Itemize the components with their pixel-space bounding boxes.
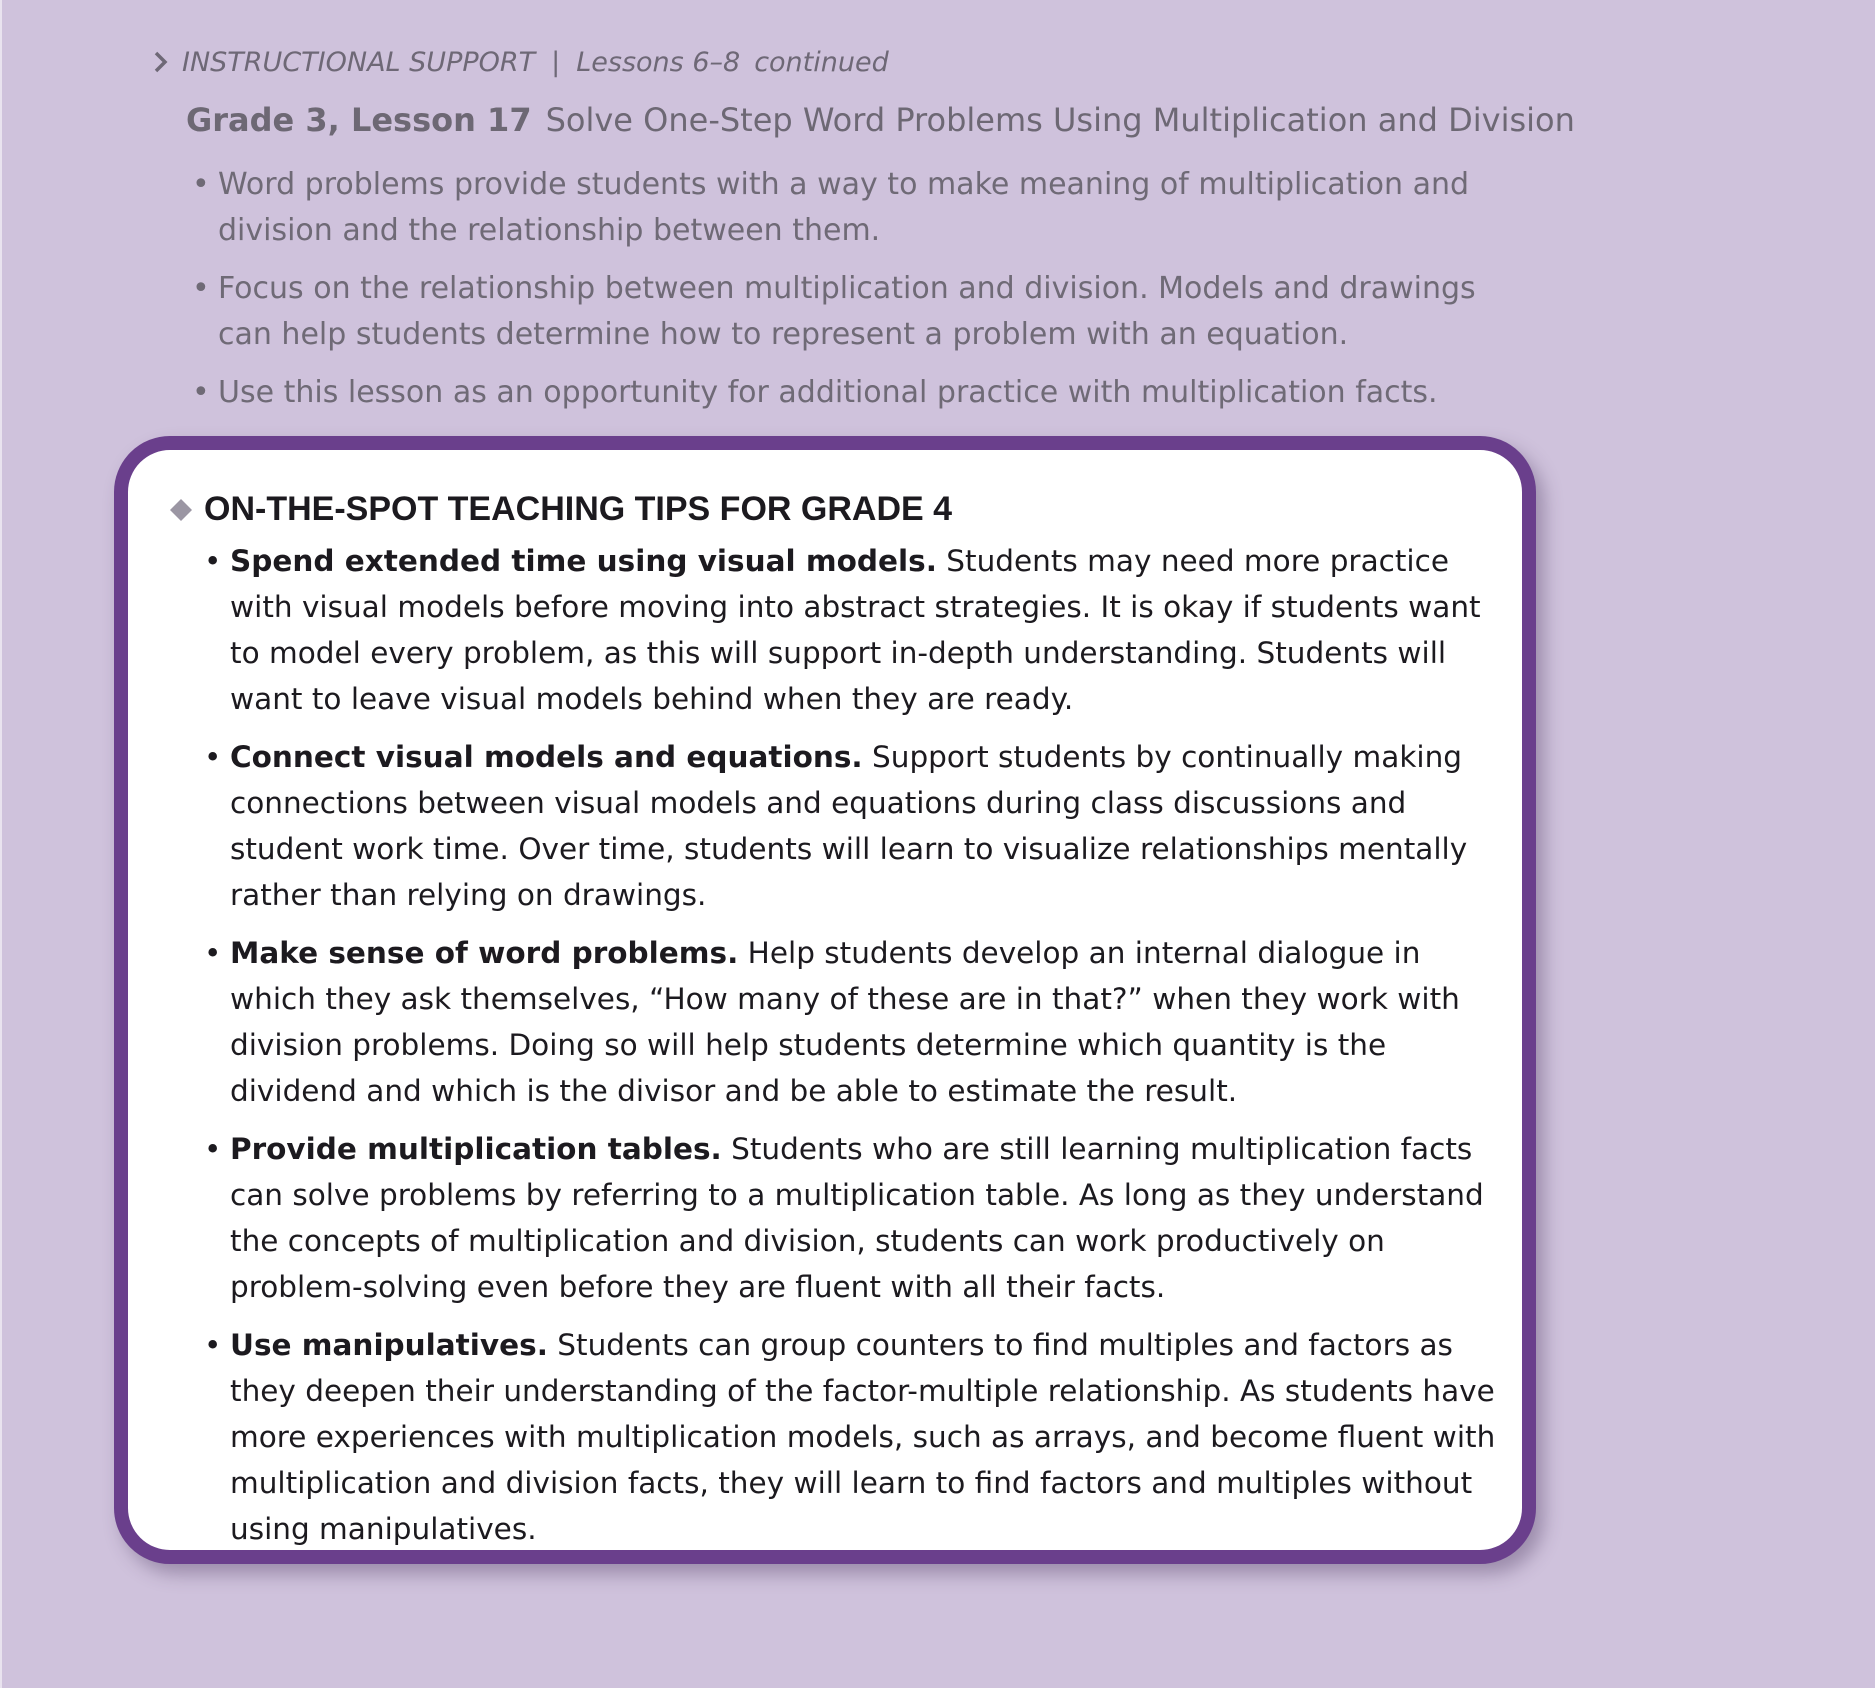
tips-heading-text: ON-THE-SPOT TEACHING TIPS FOR GRADE 4 [204, 490, 953, 528]
diamond-icon [166, 495, 196, 525]
tip-item [200, 1126, 1500, 1310]
page-edge [0, 0, 2, 1688]
tips-list [200, 538, 1500, 1564]
header-section: INSTRUCTIONAL SUPPORT [182, 46, 536, 78]
tip-lead: Connect visual models and equations. [230, 740, 863, 774]
grade3-bullet-list [186, 162, 1506, 428]
grade3-lesson-number: Grade 3, Lesson 17 [186, 101, 532, 139]
tip-lead: Spend extended time using visual models. [230, 544, 937, 578]
tip-body: Help students develop an internal dialogue in which they ask themselves, “How many of these are in that?” when they work with division problems. Doing so will help students determine which quantity is the dividend and which is the divisor and be able to estimate the result. [230, 936, 1460, 1108]
tip-body: Students can group counters to find multiples and factors as they deepen their understanding of the factor-multiple relationship. As students have more experiences with multiplication models, such as arrays, and become fluent with multiplication and division facts, they will learn to find factors and multiples without using manipulatives. [230, 1328, 1496, 1546]
grade3-lesson-name: Solve One-Step Word Problems Using Multiplication and Division [545, 101, 1575, 139]
tip-body: Students may need more practice with visual models before moving into abstract strategies. It is okay if students want to model every problem, as this will support in-depth understanding. Students will want to leave visual models behind when they are ready. [230, 544, 1481, 716]
tip-item [200, 930, 1500, 1114]
header-continued: continued [754, 46, 889, 78]
grade3-lesson-title [186, 101, 1575, 139]
tip-body: Students who are still learning multiplication facts can solve problems by referring to a multiplication table. As long as they understand the concepts of multiplication and division, students can work productively on problem-solving even before they are fluent with all their facts. [230, 1132, 1484, 1304]
tip-body: Support students by continually making connections between visual models and equations during class discussions and student work time. Over time, students will learn to visualize relationships mentally rather than relying on drawings. [230, 740, 1468, 912]
tip-item [200, 1322, 1500, 1552]
teaching-tips-box [114, 436, 1536, 1564]
tip-lead: Make sense of word problems. [230, 936, 739, 970]
grade3-bullet: • Focus on the relationship between multiplication and division. Models and drawings can help students determine how to represent a problem with an equation. [186, 266, 1506, 358]
grade3-bullet: • Use this lesson as an opportunity for additional practice with multiplication facts. [186, 370, 1506, 416]
running-header [146, 42, 889, 82]
tips-heading [166, 490, 952, 529]
grade3-bullet: • Word problems provide students with a way to make meaning of multiplication and division and the relationship between them. [186, 162, 1506, 254]
tip-item [200, 538, 1500, 722]
tip-item [200, 734, 1500, 918]
chevron-right-icon [146, 47, 176, 77]
tip-lead: Provide multiplication tables. [230, 1132, 722, 1166]
header-separator: | [551, 46, 561, 78]
tip-lead: Use manipulatives. [230, 1328, 548, 1362]
header-lessons: Lessons 6–8 [576, 46, 741, 78]
